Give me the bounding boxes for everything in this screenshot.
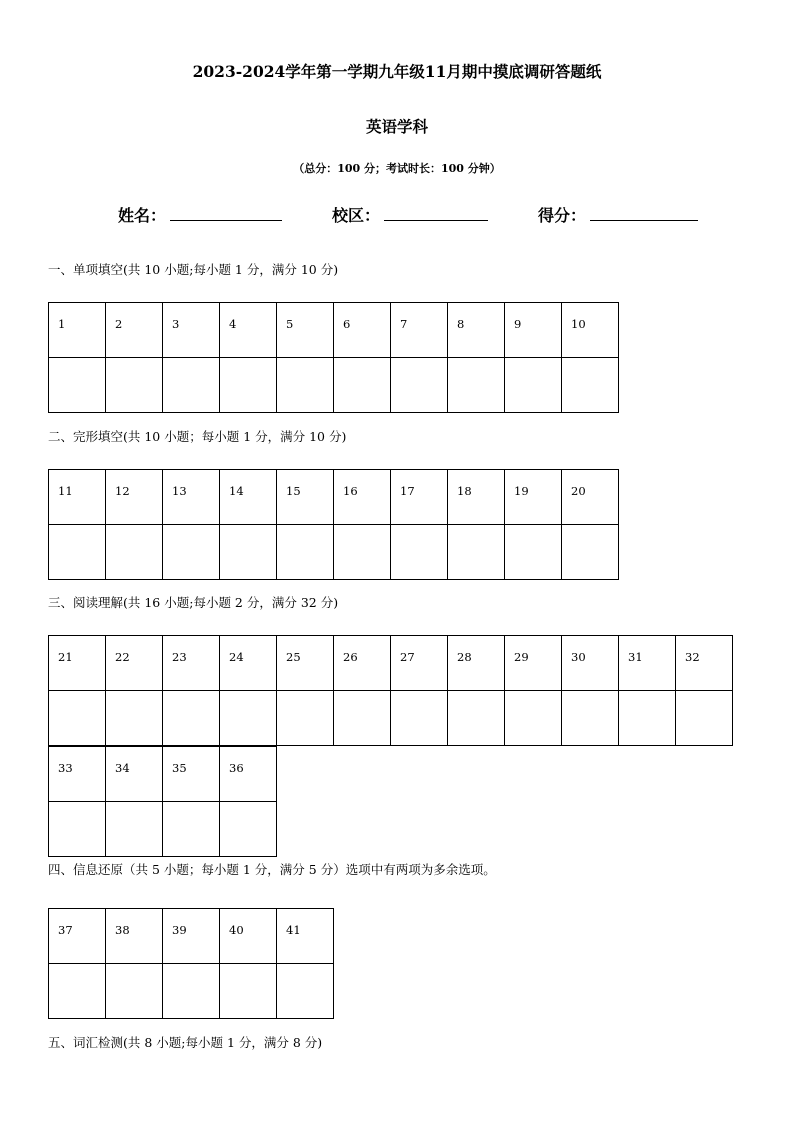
section-3-answer-grid-row1 xyxy=(48,635,733,746)
campus-blank[interactable] xyxy=(384,206,488,221)
answer-row xyxy=(49,964,334,1019)
question-number-cell: 21 xyxy=(49,636,106,691)
question-number-cell: 28 xyxy=(448,636,505,691)
answer-cell[interactable] xyxy=(163,525,220,580)
question-number-cell: 10 xyxy=(562,303,619,358)
answer-cell[interactable] xyxy=(562,691,619,746)
question-number-cell: 24 xyxy=(220,636,277,691)
answer-cell[interactable] xyxy=(163,358,220,413)
campus-field xyxy=(332,203,488,226)
question-number-cell: 34 xyxy=(106,747,163,802)
section-3-answer-grid-row2 xyxy=(48,746,277,857)
answer-cell[interactable] xyxy=(220,691,277,746)
question-number-cell: 9 xyxy=(505,303,562,358)
answer-cell[interactable] xyxy=(505,691,562,746)
question-number-cell: 5 xyxy=(277,303,334,358)
answer-cell[interactable] xyxy=(619,691,676,746)
answer-cell[interactable] xyxy=(106,964,163,1019)
question-number-cell: 40 xyxy=(220,909,277,964)
answer-cell[interactable] xyxy=(220,802,277,857)
question-number-cell: 39 xyxy=(163,909,220,964)
question-number-row xyxy=(49,303,619,358)
answer-cell[interactable] xyxy=(49,691,106,746)
question-number-cell: 20 xyxy=(562,470,619,525)
question-number-cell: 12 xyxy=(106,470,163,525)
answer-cell[interactable] xyxy=(448,358,505,413)
question-number-cell: 25 xyxy=(277,636,334,691)
answer-row xyxy=(49,802,277,857)
question-number-cell: 3 xyxy=(163,303,220,358)
score-field xyxy=(538,203,698,226)
question-number-cell: 27 xyxy=(391,636,448,691)
section-4-answer-grid xyxy=(48,908,334,1019)
answer-row xyxy=(49,525,619,580)
question-number-cell: 14 xyxy=(220,470,277,525)
name-field xyxy=(118,203,282,226)
question-number-cell: 29 xyxy=(505,636,562,691)
question-number-cell: 1 xyxy=(49,303,106,358)
answer-cell[interactable] xyxy=(106,358,163,413)
answer-cell[interactable] xyxy=(49,358,106,413)
question-number-row xyxy=(49,636,733,691)
subject-title: 英语学科 xyxy=(365,117,428,136)
answer-cell[interactable] xyxy=(562,358,619,413)
answer-row xyxy=(49,691,733,746)
answer-row xyxy=(49,358,619,413)
answer-cell[interactable] xyxy=(49,802,106,857)
score-label: 得分： xyxy=(538,206,587,225)
question-number-cell: 7 xyxy=(391,303,448,358)
question-number-row xyxy=(49,747,277,802)
question-number-cell: 11 xyxy=(49,470,106,525)
question-number-cell: 32 xyxy=(676,636,733,691)
answer-cell[interactable] xyxy=(220,964,277,1019)
answer-cell[interactable] xyxy=(505,358,562,413)
question-number-row xyxy=(49,470,619,525)
answer-cell[interactable] xyxy=(277,691,334,746)
answer-cell[interactable] xyxy=(334,691,391,746)
score-blank[interactable] xyxy=(590,206,698,221)
section-2-heading: 二、完形填空(共 10 小题；每小题 1 分，满分 10 分) xyxy=(48,429,347,444)
question-number-cell: 2 xyxy=(106,303,163,358)
answer-cell[interactable] xyxy=(49,525,106,580)
question-number-cell: 8 xyxy=(448,303,505,358)
answer-cell[interactable] xyxy=(334,358,391,413)
section-1-answer-grid xyxy=(48,302,619,413)
answer-cell[interactable] xyxy=(676,691,733,746)
answer-cell[interactable] xyxy=(163,802,220,857)
question-number-cell: 23 xyxy=(163,636,220,691)
section-4-heading: 四、信息还原（共 5 小题；每小题 1 分，满分 5 分）选项中有两项为多余选项。 xyxy=(48,862,496,877)
question-number-cell: 15 xyxy=(277,470,334,525)
question-number-cell: 30 xyxy=(562,636,619,691)
answer-cell[interactable] xyxy=(106,525,163,580)
answer-cell[interactable] xyxy=(391,525,448,580)
name-blank[interactable] xyxy=(170,206,282,221)
section-3-heading: 三、阅读理解(共 16 小题;每小题 2 分，满分 32 分) xyxy=(48,595,339,610)
answer-cell[interactable] xyxy=(334,525,391,580)
answer-cell[interactable] xyxy=(106,802,163,857)
question-number-cell: 17 xyxy=(391,470,448,525)
answer-cell[interactable] xyxy=(277,525,334,580)
question-number-cell: 31 xyxy=(619,636,676,691)
question-number-cell: 16 xyxy=(334,470,391,525)
answer-cell[interactable] xyxy=(277,964,334,1019)
question-number-cell: 38 xyxy=(106,909,163,964)
answer-cell[interactable] xyxy=(49,964,106,1019)
question-number-cell: 18 xyxy=(448,470,505,525)
question-number-cell: 22 xyxy=(106,636,163,691)
question-number-row xyxy=(49,909,334,964)
score-info: （总分：100 分；考试时长：100 分钟） xyxy=(293,162,501,175)
campus-label: 校区： xyxy=(332,206,381,225)
answer-cell[interactable] xyxy=(448,525,505,580)
question-number-cell: 33 xyxy=(49,747,106,802)
answer-cell[interactable] xyxy=(448,691,505,746)
answer-cell[interactable] xyxy=(163,691,220,746)
answer-cell[interactable] xyxy=(106,691,163,746)
question-number-cell: 37 xyxy=(49,909,106,964)
name-label: 姓名： xyxy=(118,206,167,225)
answer-cell[interactable] xyxy=(163,964,220,1019)
answer-cell[interactable] xyxy=(220,525,277,580)
question-number-cell: 35 xyxy=(163,747,220,802)
section-5-heading: 五、词汇检测(共 8 小题;每小题 1 分，满分 8 分) xyxy=(48,1035,323,1050)
question-number-cell: 36 xyxy=(220,747,277,802)
answer-cell[interactable] xyxy=(391,691,448,746)
question-number-cell: 26 xyxy=(334,636,391,691)
answer-cell[interactable] xyxy=(220,358,277,413)
question-number-cell: 6 xyxy=(334,303,391,358)
question-number-cell: 13 xyxy=(163,470,220,525)
answer-cell[interactable] xyxy=(391,358,448,413)
answer-cell[interactable] xyxy=(562,525,619,580)
answer-cell[interactable] xyxy=(505,525,562,580)
question-number-cell: 19 xyxy=(505,470,562,525)
question-number-cell: 4 xyxy=(220,303,277,358)
answer-cell[interactable] xyxy=(277,358,334,413)
section-2-answer-grid xyxy=(48,469,619,580)
question-number-cell: 41 xyxy=(277,909,334,964)
section-1-heading: 一、单项填空(共 10 小题;每小题 1 分，满分 10 分) xyxy=(48,262,339,277)
sheet-title: 2023-2024学年第一学期九年级11月期中摸底调研答题纸 xyxy=(192,62,602,81)
